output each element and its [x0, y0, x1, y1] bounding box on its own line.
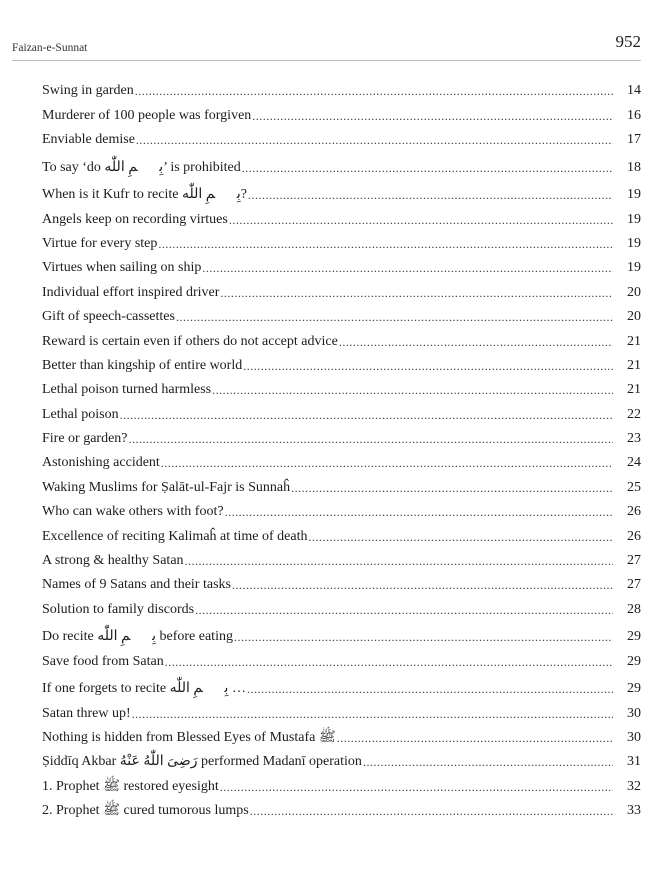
toc-row: [42, 277, 641, 301]
toc-entry-page: 32: [627, 778, 641, 794]
toc-entry-title: Individual effort inspired driver: [42, 284, 220, 300]
toc-row: [42, 204, 641, 228]
toc-entry-title: To say ‘do بِسۡمِ اللّٰه’ is prohibited: [42, 159, 241, 175]
toc-entry-title: Better than kingship of entire world: [42, 357, 243, 373]
toc-entry-page: 27: [627, 553, 641, 569]
toc-entry-title: Fire or garden?: [42, 431, 128, 447]
toc-row: [42, 497, 641, 521]
toc-entry-title: Do recite بِسۡمِ اللّٰه before eating: [42, 629, 233, 645]
dot-leader: [132, 705, 613, 723]
toc-entry-title: Satan threw up!: [42, 705, 131, 721]
toc-entry-page: 30: [627, 729, 641, 745]
toc-row: [42, 125, 641, 149]
toc-row: [42, 594, 641, 618]
dot-leader: [250, 802, 613, 820]
dot-leader: [161, 454, 613, 472]
dot-leader: [129, 430, 613, 448]
dot-leader: [309, 528, 614, 546]
dot-leader: [136, 131, 613, 149]
toc-entry-page: 33: [627, 803, 641, 819]
dot-leader: [202, 259, 613, 277]
toc-row: [42, 177, 641, 205]
dot-leader: [195, 601, 613, 619]
toc-row: [42, 723, 641, 747]
page-number: 952: [615, 32, 641, 51]
toc-entry-title: Angels keep on recording virtues: [42, 211, 228, 227]
toc-entry-page: 26: [627, 504, 641, 520]
toc-entry-title: Virtues when sailing on ship: [42, 260, 202, 276]
toc-row: [42, 671, 641, 699]
toc-entry-title: Virtue for every step: [42, 235, 158, 251]
toc-entry-title: Excellence of reciting Kalimaĥ at time of death: [42, 528, 308, 544]
toc-entry-title: If one forgets to recite بِسۡمِ اللّٰه …: [42, 681, 246, 697]
toc-entry-title: Names of 9 Satans and their tasks: [42, 577, 231, 593]
toc-row: [42, 472, 641, 496]
toc-entry-page: 29: [627, 681, 641, 697]
toc-entry-page: 27: [627, 577, 641, 593]
toc-row: [42, 351, 641, 375]
toc-entry-page: 30: [627, 705, 641, 721]
toc-entry-page: 19: [627, 187, 641, 203]
toc-entry-title: 1. Prophet ﷺ restored eyesight: [42, 778, 219, 794]
toc-row: [42, 570, 641, 594]
toc-entry-page: 25: [627, 479, 641, 495]
toc-row: [42, 747, 641, 771]
dot-leader: [252, 107, 613, 125]
dot-leader: [339, 333, 613, 351]
toc-entry-title: Astonishing accident: [42, 455, 160, 471]
toc-entry-page: 21: [627, 357, 641, 373]
dot-leader: [158, 235, 613, 253]
dot-leader: [220, 778, 613, 796]
toc-row: [42, 771, 641, 795]
toc-row: [42, 646, 641, 670]
toc-entry-page: 20: [627, 284, 641, 300]
dot-leader: [337, 729, 613, 747]
toc-entry-page: 20: [627, 309, 641, 325]
toc-row: [42, 229, 641, 253]
dot-leader: [234, 628, 613, 646]
dot-leader: [135, 82, 613, 100]
toc-entry-page: 18: [627, 159, 641, 175]
book-title: Faizan-e-Sunnat: [12, 42, 88, 54]
toc-entry-page: 16: [627, 107, 641, 123]
toc-entry-page: 29: [627, 653, 641, 669]
dot-leader: [165, 653, 613, 671]
toc-entry-page: 22: [627, 406, 641, 422]
dot-leader: [212, 381, 613, 399]
toc-entry-title: Swing in garden: [42, 83, 134, 99]
dot-leader: [242, 159, 613, 177]
toc-entry-title: Solution to family discords: [42, 601, 195, 617]
toc-entry-title: Save food from Satan: [42, 653, 164, 669]
page-header: [12, 30, 641, 61]
toc-entry-title: Reward is certain even if others do not accept advice: [42, 333, 338, 349]
toc-entry-page: 17: [627, 132, 641, 148]
dot-leader: [176, 308, 613, 326]
dot-leader: [185, 552, 613, 570]
toc-row: [42, 302, 641, 326]
toc-entry-title: Enviable demise: [42, 132, 135, 148]
dot-leader: [291, 479, 613, 497]
toc-row: [42, 375, 641, 399]
toc-row: [42, 448, 641, 472]
toc-entry-page: 14: [627, 83, 641, 99]
toc-entry-title: Nothing is hidden from Blessed Eyes of Mustafa ﷺ: [42, 729, 336, 745]
toc-row: [42, 424, 641, 448]
toc-row: [42, 100, 641, 124]
toc-entry-page: 21: [627, 382, 641, 398]
toc-entry-page: 23: [627, 431, 641, 447]
toc-row: [42, 698, 641, 722]
toc-entry-title: Lethal poison turned harmless: [42, 382, 212, 398]
dot-leader: [232, 576, 613, 594]
toc-entry-title: 2. Prophet ﷺ cured tumorous lumps: [42, 803, 249, 819]
toc-entry-title: When is it Kufr to recite بِسۡمِ اللّٰه?: [42, 187, 247, 203]
toc-row: [42, 253, 641, 277]
toc-entry-page: 31: [627, 754, 641, 770]
dot-leader: [220, 284, 613, 302]
toc-entry-page: 19: [627, 260, 641, 276]
table-of-contents: [42, 76, 641, 820]
toc-entry-title: A strong & healthy Satan: [42, 553, 184, 569]
dot-leader: [120, 406, 613, 424]
toc-entry-page: 24: [627, 455, 641, 471]
toc-row: [42, 326, 641, 350]
toc-row: [42, 619, 641, 647]
toc-entry-page: 29: [627, 629, 641, 645]
toc-row: [42, 149, 641, 177]
dot-leader: [247, 680, 613, 698]
toc-entry-title: Lethal poison: [42, 406, 119, 422]
toc-entry-page: 26: [627, 528, 641, 544]
toc-row: [42, 76, 641, 100]
toc-entry-title: Gift of speech-cassettes: [42, 309, 175, 325]
dot-leader: [225, 503, 613, 521]
toc-entry-title: Ṣiddīq Akbar رَضِیَ اللّٰهُ عَنْهُ performed Madanī operation: [42, 754, 362, 770]
toc-entry-page: 28: [627, 601, 641, 617]
toc-entry-page: 21: [627, 333, 641, 349]
dot-leader: [248, 186, 613, 204]
toc-entry-title: Who can wake others with foot?: [42, 504, 224, 520]
dot-leader: [229, 211, 613, 229]
toc-entry-title: Waking Muslims for Ṣalāt-ul-Fajr is Sunnaĥ: [42, 479, 291, 495]
toc-row: [42, 399, 641, 423]
dot-leader: [363, 753, 613, 771]
dot-leader: [243, 357, 613, 375]
toc-entry-title: Murderer of 100 people was forgiven: [42, 107, 252, 123]
toc-entry-page: 19: [627, 211, 641, 227]
toc-entry-page: 19: [627, 235, 641, 251]
toc-row: [42, 546, 641, 570]
toc-row: [42, 521, 641, 545]
toc-row: [42, 796, 641, 820]
